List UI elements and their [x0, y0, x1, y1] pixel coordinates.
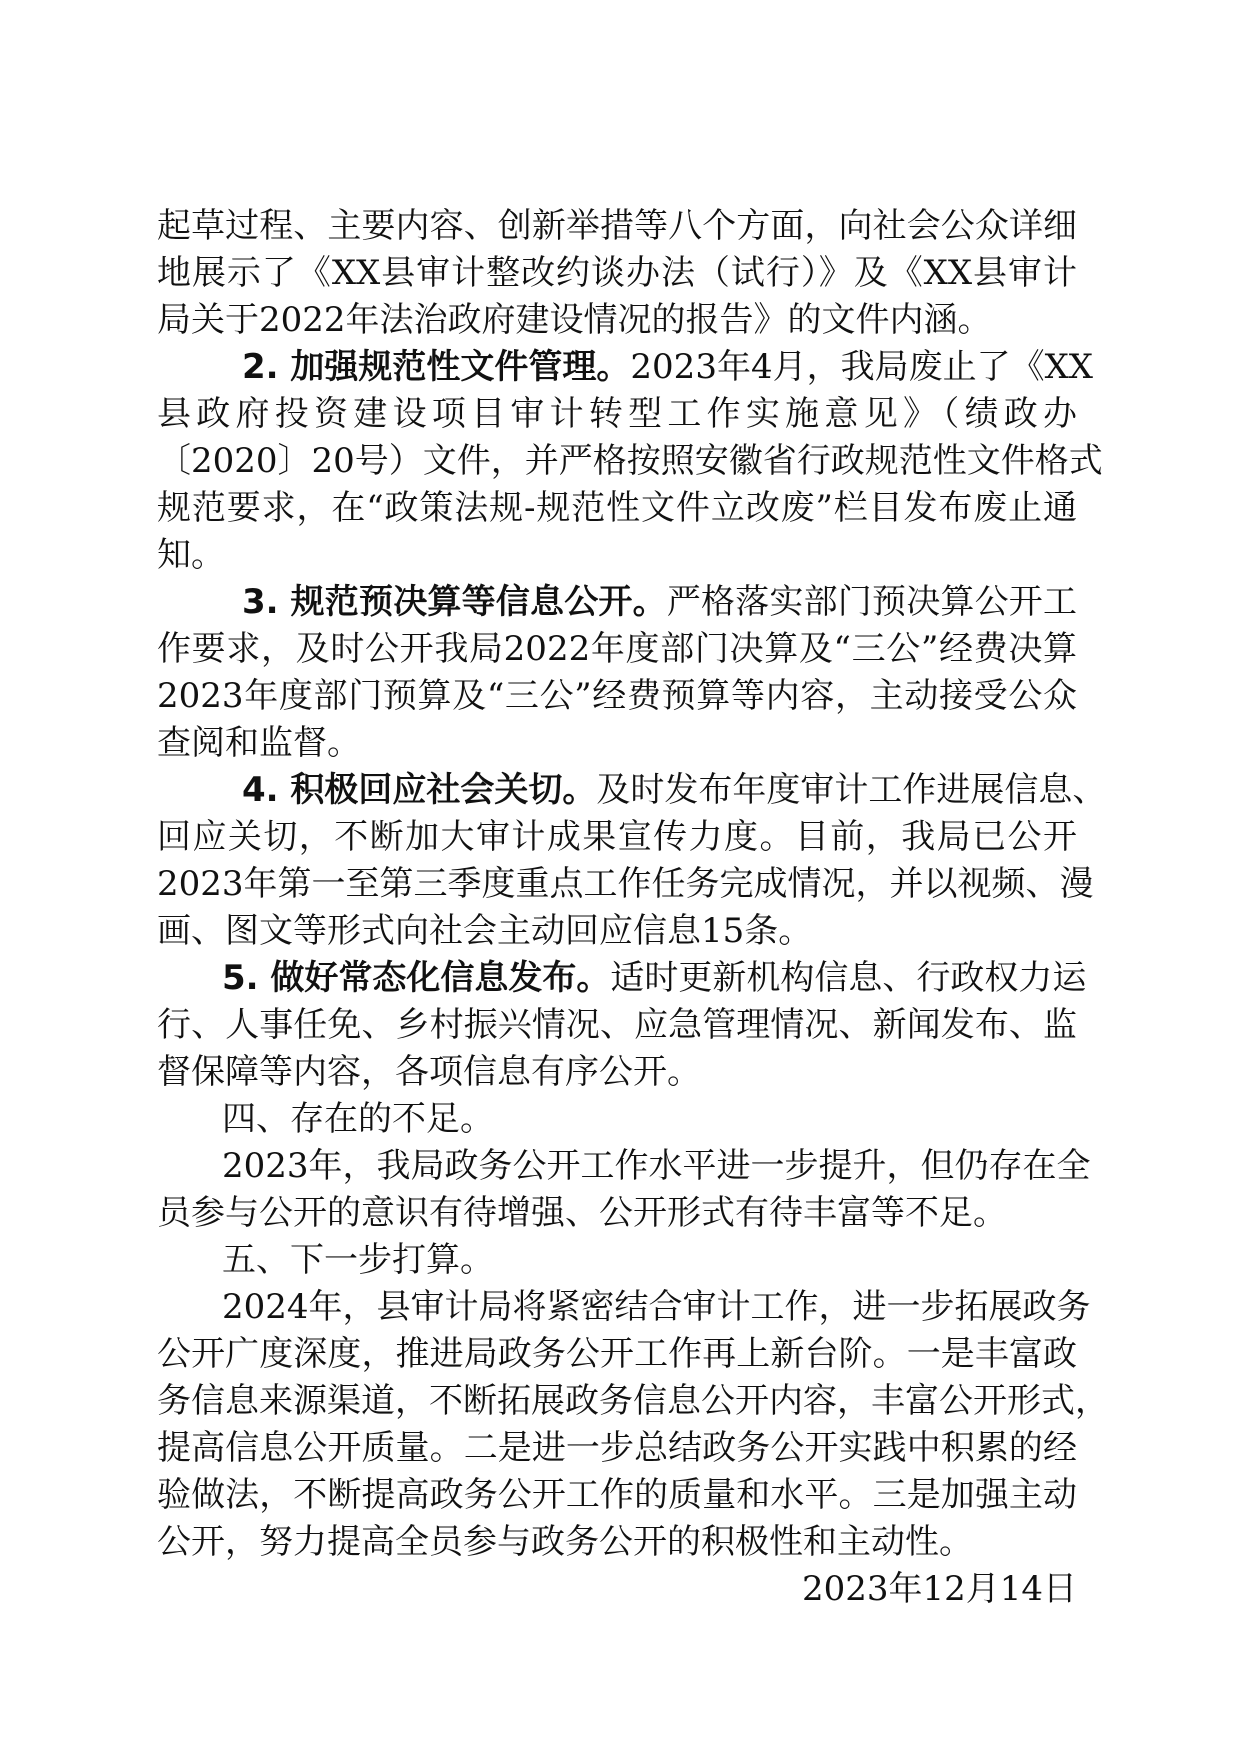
item4-line-3: 2023年第一至第三季度重点工作任务完成情况，并以视频、漫	[157, 864, 1094, 904]
item4-line-2: 回应关切，不断加大审计成果宣传力度。目前，我局已公开	[157, 817, 1077, 857]
item3-line-3: 2023年度部门预算及“三公”经费预算等内容，主动接受公众	[157, 676, 1077, 716]
section4-heading: 四、存在的不足。	[222, 1099, 494, 1139]
item3-first-text: 严格落实部门预决算公开工	[666, 582, 1078, 622]
item2-line-4: 规范要求，在“政策法规-规范性文件立改废”栏目发布废止通	[157, 488, 1077, 528]
item5-first-line	[222, 955, 1087, 1001]
section4-line-2: 员参与公开的意识有待增强、公开形式有待丰富等不足。	[157, 1193, 1007, 1233]
section5-line-5: 验做法，不断提高政务公开工作的质量和水平。三是加强主动	[157, 1475, 1077, 1515]
item3-line-2: 作要求，及时公开我局2022年度部门决算及“三公”经费决算	[157, 629, 1077, 669]
section5-line-1: 2024年，县审计局将紧密结合审计工作，进一步拓展政务	[222, 1287, 1091, 1327]
item3-line-4: 查阅和监督。	[157, 723, 361, 763]
item5-line-3: 督保障等内容，各项信息有序公开。	[157, 1052, 701, 1092]
item2-line-5: 知。	[157, 535, 225, 575]
section4-line-1: 2023年，我局政务公开工作水平进一步提升，但仍存在全	[222, 1146, 1091, 1186]
item4-first-text: 及时发布年度审计工作进展信息、	[596, 770, 1107, 810]
item5-first-text: 适时更新机构信息、行政权力运	[610, 958, 1087, 998]
item4-first-line	[242, 767, 1107, 813]
item3-heading: 3. 规范预决算等信息公开。	[242, 582, 667, 622]
document-date: 2023年12月14日	[801, 1569, 1077, 1609]
item2-line-2: 县政府投资建设项目审计转型工作实施意见》（绩政办	[157, 394, 1077, 434]
section5-line-4: 提高信息公开质量。二是进一步总结政务公开实践中积累的经	[157, 1428, 1077, 1468]
item2-first-text: 2023年4月，我局废止了《XX	[630, 347, 1093, 387]
item3-first-line	[242, 579, 1077, 625]
section5-heading: 五、下一步打算。	[222, 1240, 494, 1280]
item5-line-2: 行、人事任免、乡村振兴情况、应急管理情况、新闻发布、监	[157, 1005, 1077, 1045]
item4-line-4: 画、图文等形式向社会主动回应信息15条。	[157, 911, 813, 951]
intro-line-1: 起草过程、主要内容、创新举措等八个方面，向社会公众详细	[157, 206, 1077, 246]
item4-heading: 4. 积极回应社会关切。	[242, 770, 597, 810]
section5-line-2: 公开广度深度，推进局政务公开工作再上新台阶。一是丰富政	[157, 1334, 1077, 1374]
section5-line-3: 务信息来源渠道，不断拓展政务信息公开内容，丰富公开形式，	[157, 1381, 1109, 1421]
item2-heading: 2. 加强规范性文件管理。	[242, 347, 631, 387]
item2-line-3: 〔2020〕20号）文件，并严格按照安徽省行政规范性文件格式	[157, 441, 1103, 481]
intro-line-3: 局关于2022年法治政府建设情况的报告》的文件内涵。	[157, 300, 992, 340]
section5-line-6: 公开，努力提高全员参与政务公开的积极性和主动性。	[157, 1522, 973, 1562]
intro-line-2: 地展示了《XX县审计整改约谈办法（试行）》及《XX县审计	[157, 253, 1077, 293]
item5-heading: 5. 做好常态化信息发布。	[222, 958, 611, 998]
item2-first-line	[242, 344, 1093, 390]
